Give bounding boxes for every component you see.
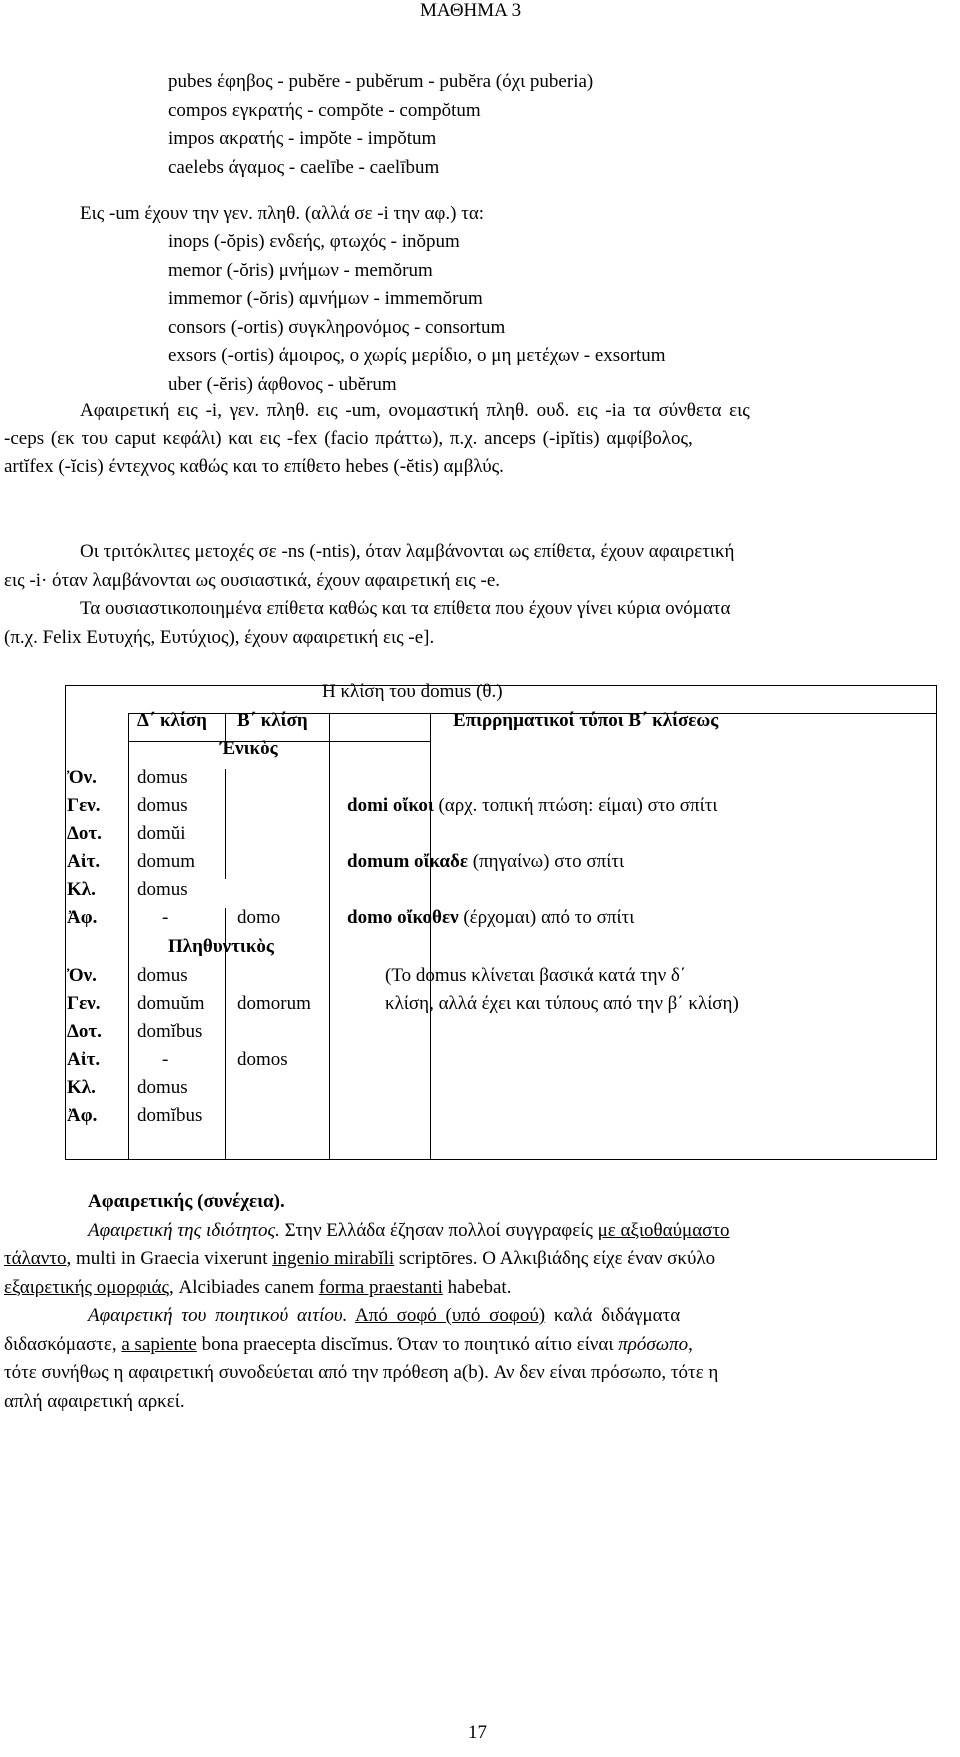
italic-term: πρόσωπο	[618, 1333, 689, 1355]
column-header-4th-decl: Δ΄ κλίση	[137, 710, 207, 731]
form-2nd-decl: domos	[237, 1049, 288, 1070]
text-run: , multi in Graecia vixerunt	[66, 1248, 273, 1269]
adverbial-latin: domum οἴκαδε	[347, 851, 469, 872]
paragraph-line: -ceps (εκ του caput κεφάλι) και εις -fex (facio πράττω), π.χ. anceps (-ipĭtis) αμφίβολος,	[4, 428, 693, 449]
term-label: Αφαιρετική της ιδιότητος.	[88, 1219, 280, 1241]
paragraph-line	[4, 1302, 956, 1331]
case-label: Ὀν.	[67, 965, 97, 986]
form-2nd-decl: domo	[237, 907, 281, 928]
list-item: uber (-ĕris) άφθονος - ubĕrum	[168, 373, 397, 395]
case-label: Κλ.	[67, 1077, 96, 1098]
paragraph-line: απλή αφαιρετική αρκεί.	[4, 1390, 185, 1412]
case-label: Ἀφ.	[67, 1105, 98, 1126]
paragraph-line: artĭfex (-ĭcis) έντεχνος καθώς και το επίθετο hebes (-ĕtis) αμβλύς.	[4, 456, 504, 477]
page-header: ΜΑΘΗΜΑ 3	[420, 0, 522, 21]
list-item: exsors (-ortis) άμοιρος, ο χωρίς μερίδιο, ο μη μετέχων - exsortum	[168, 345, 666, 366]
text-run: bona praecepta discĭmus. Όταν το ποιητικό αίτιο είναι	[196, 1333, 619, 1355]
paragraph-line	[4, 1331, 956, 1360]
form-4th-decl: domus	[137, 879, 188, 900]
adverbial-form-accusative	[347, 851, 624, 873]
adverbial-latin: domi οἴκοι	[347, 795, 434, 816]
genitive-um-intro	[80, 200, 942, 228]
text-run: habebat.	[442, 1276, 512, 1298]
adverbial-form-ablative	[347, 907, 634, 929]
paragraph-line	[4, 1245, 956, 1274]
adverbial-form-locative	[347, 795, 717, 817]
case-label: Αἰτ.	[67, 1049, 101, 1070]
list-item: inops (-ŏpis) ενδεής, φτωχός - inŏpum	[168, 231, 460, 252]
form-4th-decl: -	[162, 907, 169, 928]
genitive-um-list	[168, 228, 666, 399]
form-4th-decl: domus	[137, 795, 188, 816]
paragraph-line: Τα ουσιαστικοποιημένα επίθετα καθώς και τα επίθετα που έχουν γίνει κύρια ονόματα	[80, 598, 731, 619]
table-remark-line: (Το domus κλίνεται βασικά κατά την δ΄	[385, 965, 687, 986]
form-4th-decl: domus	[137, 767, 188, 788]
case-label: Κλ.	[67, 879, 96, 900]
participles-paragraph	[4, 538, 956, 652]
case-label: Δοτ.	[67, 823, 102, 844]
case-label: Ἀφ.	[67, 907, 98, 928]
underlined-example: με αξιοθαύμαστο	[597, 1219, 730, 1241]
plural-label: Πληθυντικὸς	[168, 936, 274, 957]
case-label: Γεν.	[67, 993, 101, 1014]
column-header-2nd-decl: Β΄ κλίση	[237, 710, 308, 731]
form-4th-decl: domĭbus	[137, 1021, 203, 1042]
text-run: διδασκόμαστε,	[4, 1333, 122, 1355]
list-item: memor (-ŏris) μνήμων - memŏrum	[168, 259, 433, 281]
form-2nd-decl: domorum	[237, 993, 311, 1014]
underlined-example: εξαιρετικής ομορφιάς	[4, 1276, 170, 1298]
underlined-example: τάλαντο	[4, 1248, 67, 1269]
term-label: Αφαιρετική του ποιητικού αιτίου.	[88, 1305, 348, 1326]
underlined-example: a sapiente	[121, 1333, 197, 1355]
intro-line: Εις -um έχουν την γεν. πληθ. (αλλά σε -i την αφ.) τα:	[80, 203, 485, 224]
paragraph-line: τότε συνήθως η αφαιρετική συνοδεύεται από την πρόθεση a(b). Αν δεν είναι πρόσωπο, τότε η	[4, 1362, 719, 1383]
irregular-adjectives-list	[168, 68, 593, 182]
text-run	[347, 1305, 355, 1326]
paragraph-line	[4, 1274, 956, 1303]
adverbial-note: (πηγαίνω) στο σπίτι	[468, 851, 625, 872]
paragraph-line: Οι τριτόκλιτες μετοχές σε -ns (-ntis), όταν λαμβάνονται ως επίθετα, έχουν αφαιρετική	[80, 541, 735, 562]
case-label: Αἰτ.	[67, 851, 101, 872]
form-4th-decl: domŭi	[137, 823, 186, 844]
paragraph-line: Αφαιρετική εις -i, γεν. πληθ. εις -um, ονομαστική πληθ. ουδ. εις -ia τα σύνθετα εις	[80, 400, 750, 421]
form-4th-decl: domum	[137, 851, 196, 872]
case-label: Δοτ.	[67, 1021, 102, 1042]
adverbial-latin: domo οἴκοθεν	[347, 907, 459, 928]
text-run: Στην Ελλάδα έζησαν πολλοί συγγραφείς	[279, 1219, 598, 1241]
list-item: compos εγκρατής - compŏte - compŏtum	[168, 99, 481, 121]
text-run: , Alcibiades canem	[169, 1276, 319, 1298]
form-4th-decl: domuŭm	[137, 993, 205, 1014]
list-item: caelebs άγαμος - caelībe - caelībum	[168, 156, 440, 178]
form-4th-decl: -	[162, 1049, 169, 1070]
list-item: pubes έφηβος - pubĕre - pubĕrum - pubĕra (όχι puberia)	[168, 71, 594, 92]
case-label: Ὀν.	[67, 767, 97, 788]
underlined-example: Από σοφό (υπό σοφού)	[355, 1305, 546, 1326]
section-heading: Αφαιρετικής (συνέχεια).	[88, 1191, 285, 1212]
page-number: 17	[468, 1722, 487, 1743]
text-run: καλά διδάγματα	[545, 1305, 681, 1326]
paragraph-line: (π.χ. Felix Ευτυχής, Ευτύχιος), έχουν αφαιρετική εις -e].	[4, 626, 435, 648]
list-item: impos ακρατής - impŏte - impŏtum	[168, 128, 437, 149]
list-item: immemor (-ŏris) αμνήμων - immemŏrum	[168, 288, 483, 309]
domus-declension-table	[65, 681, 937, 1160]
form-4th-decl: domus	[137, 965, 188, 986]
ablative-continued-section	[4, 1188, 956, 1416]
text-run: scriptōres. Ο Αλκιβιάδης είχε έναν σκύλο	[394, 1248, 716, 1269]
text-run: ,	[688, 1333, 693, 1355]
form-4th-decl: domus	[137, 1077, 188, 1098]
list-item: consors (-ortis) συγκληρονόμος - consortum	[168, 316, 506, 338]
adverbial-note: (έρχομαι) από το σπίτι	[458, 907, 635, 928]
table-remark-line: κλίση, αλλά έχει και τύπους από την β΄ κλίση)	[385, 993, 739, 1014]
paragraph-line: εις -i· όταν λαμβάνονται ως ουσιαστικά, έχουν αφαιρετική εις -e.	[4, 569, 501, 591]
case-label: Γεν.	[67, 795, 101, 816]
ablative-compounds-paragraph	[4, 397, 956, 481]
underlined-example: ingenio mirabĭli	[272, 1248, 395, 1269]
underlined-example: forma praestanti	[318, 1276, 443, 1298]
adverbial-note: (αρχ. τοπική πτώση: είμαι) στο σπίτι	[433, 795, 718, 816]
table-caption: Η κλίση του domus (θ.)	[322, 681, 503, 702]
singular-label: Ένικὸς	[220, 738, 278, 759]
form-4th-decl: domĭbus	[137, 1105, 203, 1126]
column-header-adverbial: Επιρρηματικοί τύποι Β΄ κλίσεως	[453, 710, 719, 731]
paragraph-line	[4, 1217, 956, 1246]
